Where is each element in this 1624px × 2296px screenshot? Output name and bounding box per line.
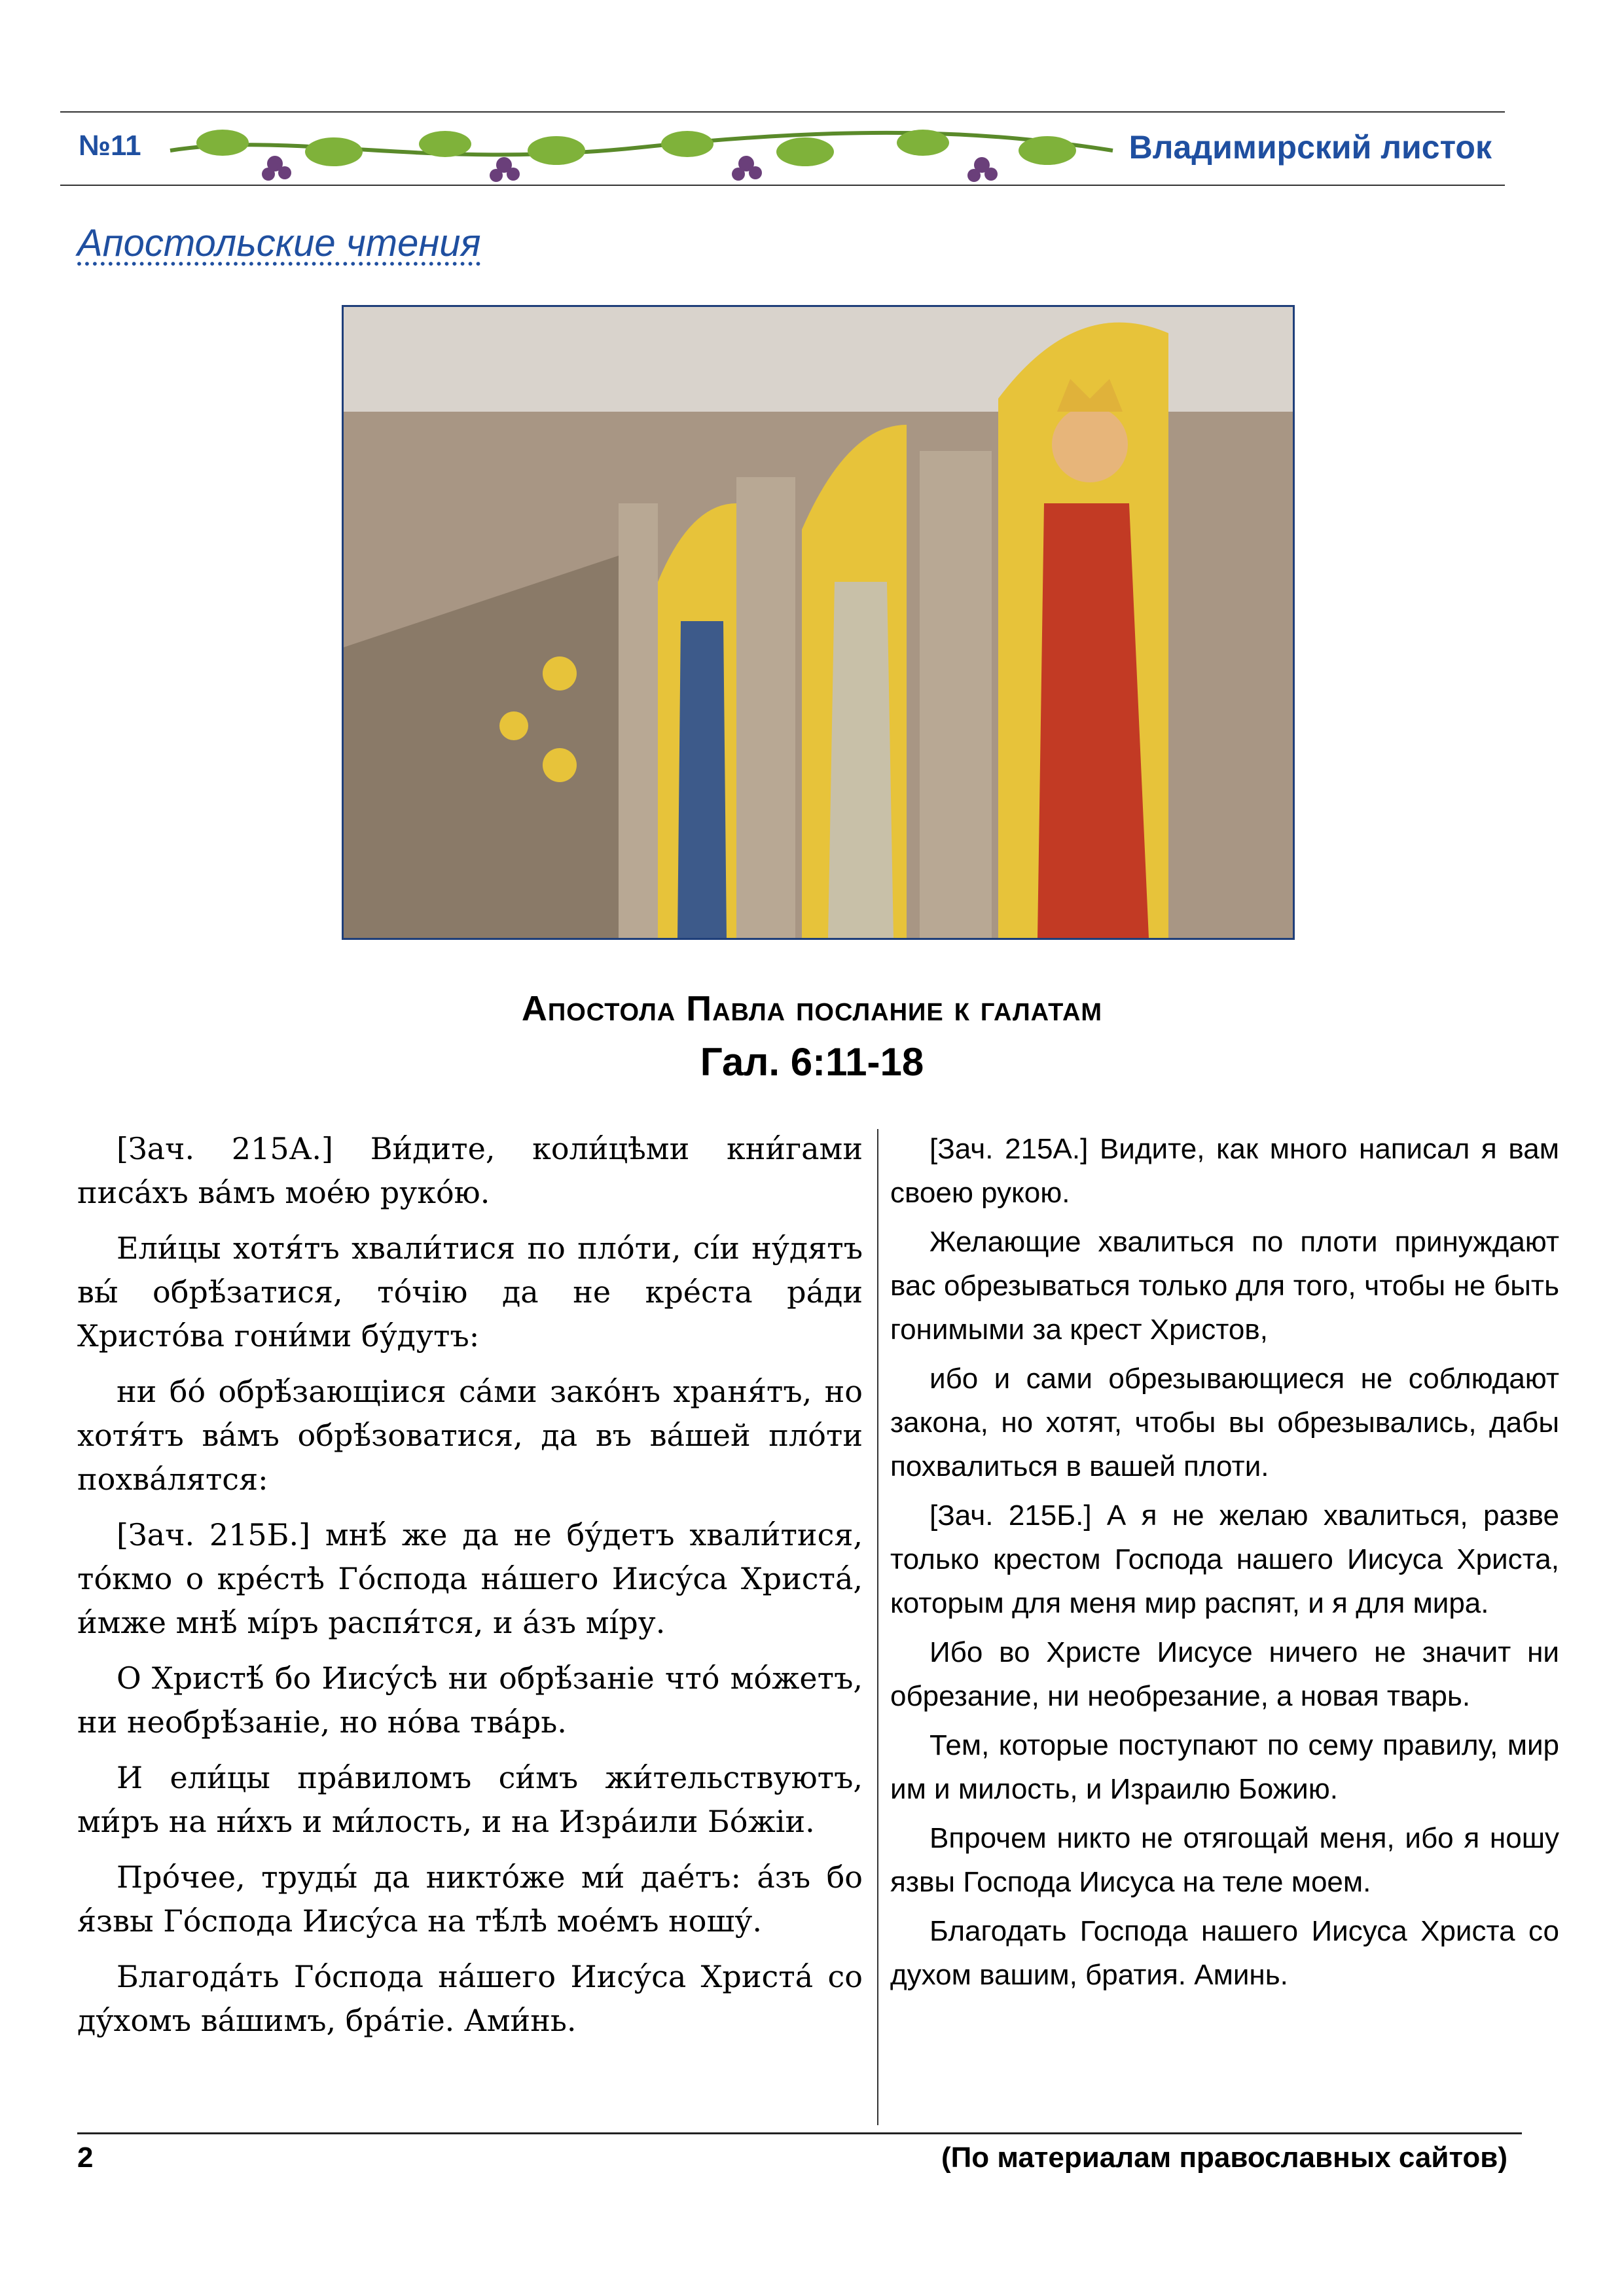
newspaper-title: Владимирский листок — [1128, 129, 1492, 166]
slavonic-verse: Про́чее, труды́ да никто́же ми́ дае́тъ: а́зъ бо я́звы Го́спода Иису́са на тѣ́лѣ мое́мъ ношу́. — [77, 1859, 863, 1939]
slavonic-verse: [Зач. 215Б.] мнѣ́ же да не бу́детъ хвали́тися, то́кмо о кре́стѣ Го́спода на́шего Иису́са Христа́, и́мже мнѣ́ мі́ръ распя́тся, и а́зъ мі́ру. — [77, 1517, 863, 1640]
slavonic-verse: Ели́цы хотя́тъ хвали́тися по пло́ти, сі́и ну́дятъ вы́ обрѣ́затися, то́чію да не кре́ста ра́ди Христо́ва гони́ми бу́дутъ: — [77, 1230, 863, 1354]
section-title: Апостольские чтения — [77, 222, 481, 264]
slavonic-verse: О Христѣ́ бо Иису́сѣ ни обрѣ́заніе что́ мо́жетъ, ни необрѣ́заніе, но но́ва тва́рь. — [77, 1660, 863, 1740]
column-divider — [877, 1129, 878, 2125]
slavonic-verse: ни бо́ обрѣ́зающіися са́ми зако́нъ храня́тъ, но хотя́тъ ва́мъ обрѣ́зоватися, да въ ва́шей пло́ти похва́лятся: — [77, 1374, 863, 1497]
russian-verse: Желающие хвалиться по плоти принуждают вас обрезываться только для того, чтобы не быть гонимыми за крест Христов, — [890, 1226, 1559, 1346]
russian-verse: [Зач. 215А.] Видите, как много написал я вам своею рукою. — [890, 1133, 1559, 1209]
church-slavonic-column — [77, 1127, 863, 2054]
header-rule-bottom — [60, 185, 1505, 186]
footer-rule — [77, 2132, 1522, 2134]
russian-verse: Тем, которые поступают по сему правилу, мир им и милость, и Израилю Божию. — [890, 1729, 1559, 1805]
russian-verse: [Зач. 215Б.] А я не желаю хвалиться, разве только крестом Господа нашего Иисуса Христа, которым для меня мир распят, и я для мира. — [890, 1499, 1559, 1619]
russian-verse: ибо и сами обрезывающиеся не соблюдают закона, но хотят, чтобы вы обрезывались, дабы похвалиться в вашей плоти. — [890, 1363, 1559, 1482]
issue-number: №11 — [79, 130, 141, 162]
reading-reference: Гал. 6:11-18 — [700, 1040, 924, 1084]
slavonic-verse: И ели́цы пра́виломъ си́мъ жи́тельствуютъ, ми́ръ на ни́хъ и ми́лость, и на Изра́или Бо́жіи. — [77, 1760, 863, 1839]
slavonic-verse: [Зач. 215А.] Ви́дите, коли́цѣми кни́гами писа́хъ ва́мъ мое́ю руко́ю. — [77, 1131, 863, 1210]
iconostasis-image-icon — [344, 307, 1293, 938]
header-rule-top — [60, 111, 1505, 113]
source-note: (По материалам православных сайтов) — [941, 2142, 1507, 2174]
grape-vine-icon — [164, 118, 1119, 183]
russian-column — [890, 1127, 1559, 2002]
reading-title: Апостола Павла послание к галатам — [521, 989, 1103, 1028]
iconostasis-photo — [342, 305, 1295, 940]
slavonic-verse: Благода́ть Го́спода на́шего Иису́са Христа́ со ду́хомъ ва́шимъ, бра́тіе. Ами́нь. — [77, 1959, 863, 2038]
russian-verse: Впрочем никто не отягощай меня, ибо я ношу язвы Господа Иисуса на теле моем. — [890, 1822, 1559, 1898]
page-number: 2 — [77, 2142, 94, 2174]
russian-verse: Благодать Господа нашего Иисуса Христа со духом вашим, братия. Аминь. — [890, 1915, 1559, 1991]
russian-verse: Ибо во Христе Иисусе ничего не значит ни обрезание, ни необрезание, а новая тварь. — [890, 1636, 1559, 1712]
